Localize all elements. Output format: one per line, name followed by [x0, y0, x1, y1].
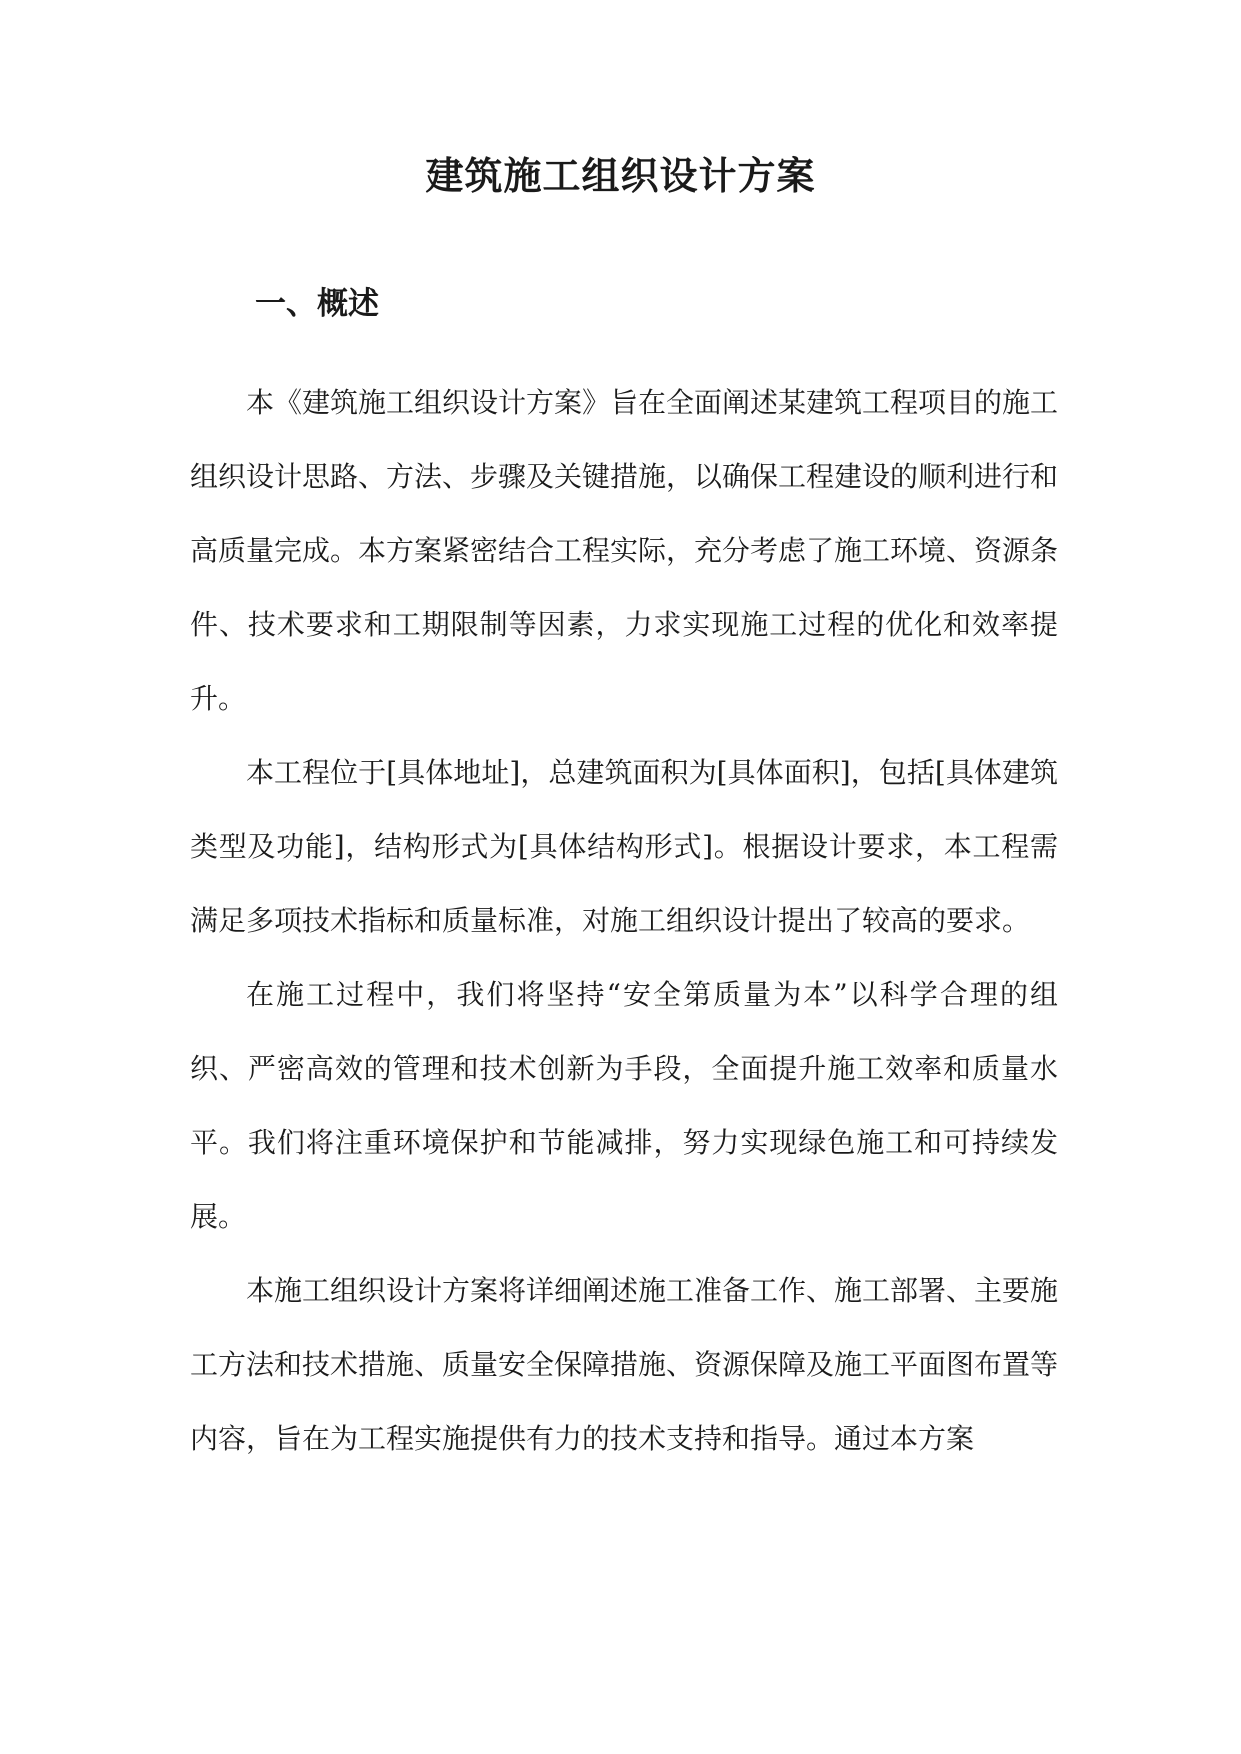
section-heading-overview: 一、概述 [255, 286, 379, 322]
document-title: 建筑施工组织设计方案 [425, 153, 816, 198]
paragraph-1: 本《建筑施工组织设计方案》旨在全面阐述某建筑工程项目的施工组织设计思路、方法、步骤及关键措施，以确保工程建设的顺利进行和高质量完成。本方案紧密结合工程实际，充分考虑了施工环境、资源条件、技术要求和工期限制等因素，力求实现施工过程的优化和效率提升。 [190, 386, 1059, 715]
document-body [190, 366, 1058, 1476]
paragraph-4: 本施工组织设计方案将详细阐述施工准备工作、施工部署、主要施工方法和技术措施、质量安全保障措施、资源保障及施工平面图布置等内容，旨在为工程实施提供有力的技术支持和指导。通过本方案 [190, 1274, 1059, 1455]
paragraph-3: 在施工过程中，我们将坚持“安全第质量为本”以科学合理的组织、严密高效的管理和技术创新为手段，全面提升施工效率和质量水平。我们将注重环境保护和节能减排，努力实现绿色施工和可持续发展。 [190, 978, 1058, 1233]
paragraph-2: 本工程位于[具体地址]，总建筑面积为[具体面积]，包括[具体建筑类型及功能]，结构形式为[具体结构形式]。根据设计要求，本工程需满足多项技术指标和质量标准，对施工组织设计提出了较高的要求。 [190, 756, 1058, 937]
